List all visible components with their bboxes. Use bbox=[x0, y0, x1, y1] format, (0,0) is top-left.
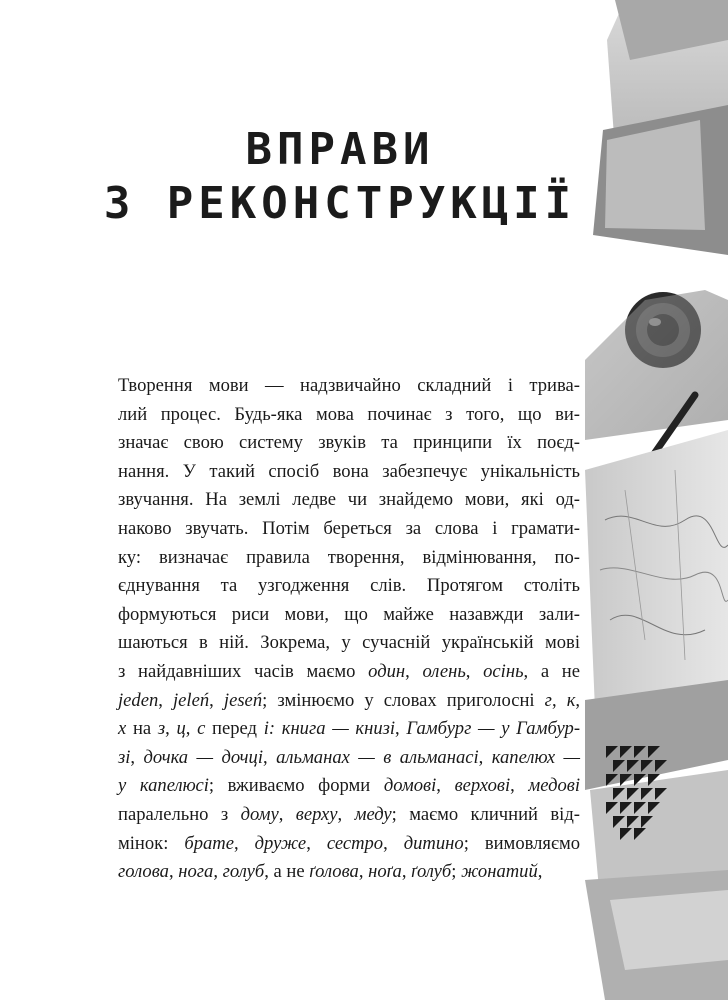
italic-example-word: Гамбург — у Гамбур- bbox=[406, 718, 581, 740]
text-segment: , bbox=[575, 689, 581, 711]
italic-example-word: з bbox=[157, 718, 166, 740]
text-segment: , bbox=[130, 746, 144, 768]
italic-example-word: х bbox=[118, 718, 127, 740]
text-segment: формуються риси мови, що майже назавжди зали- bbox=[118, 603, 580, 625]
italic-example-word: голуб bbox=[222, 861, 265, 883]
text-line bbox=[118, 515, 580, 544]
text-segment: ; маємо кличний від- bbox=[391, 803, 580, 825]
text-segment: з найдавніших часів маємо bbox=[118, 660, 369, 682]
text-segment: , а не bbox=[264, 861, 310, 883]
text-line bbox=[118, 801, 580, 830]
italic-example-word: капелюх — bbox=[491, 746, 581, 768]
italic-example-word: к bbox=[566, 689, 576, 711]
page-title-line-1: ВПРАВИ bbox=[245, 124, 435, 175]
text-segment: , bbox=[478, 746, 492, 768]
italic-example-word: дитино bbox=[403, 832, 464, 854]
text-segment: єднування та узгодження слів. Протягом століть bbox=[118, 575, 580, 597]
text-segment: , bbox=[510, 775, 529, 797]
text-segment: значає свою систему звуків та принципи їх поєд- bbox=[118, 432, 580, 454]
italic-example-word: олень bbox=[422, 660, 466, 682]
text-line bbox=[118, 772, 580, 801]
text-line bbox=[118, 687, 580, 716]
text-segment: на bbox=[126, 718, 158, 740]
italic-example-word: дочка — дочці bbox=[143, 746, 264, 768]
text-segment: , bbox=[306, 832, 327, 854]
text-line bbox=[118, 458, 580, 487]
text-segment: ; вживаємо форми bbox=[208, 775, 384, 797]
text-segment: Творення мови — надзвичайно складний і трива- bbox=[118, 375, 580, 396]
italic-example-word: нога bbox=[178, 861, 214, 883]
text-segment: нання. У такий спосіб вона забезпечує унікальність bbox=[118, 460, 580, 482]
text-segment: , bbox=[551, 689, 567, 711]
italic-example-word: ноґа bbox=[368, 861, 402, 883]
text-segment: шаються в ній. Зокрема, у сучасній українській мові bbox=[118, 632, 580, 654]
text-line bbox=[118, 486, 580, 515]
text-segment: , bbox=[168, 861, 179, 883]
text-line bbox=[118, 372, 580, 401]
text-line bbox=[118, 544, 580, 573]
text-segment: , bbox=[465, 660, 484, 682]
text-line bbox=[118, 601, 580, 630]
text-segment: ; змінюємо у словах приголосні bbox=[262, 689, 545, 711]
italic-example-word: у капелюсі bbox=[118, 775, 209, 797]
italic-example-word: голова bbox=[118, 861, 169, 883]
text-line bbox=[118, 858, 580, 887]
text-segment: паралельно з bbox=[118, 803, 241, 825]
italic-example-word: меду bbox=[354, 803, 392, 825]
text-segment: , bbox=[278, 803, 296, 825]
italic-example-word: jeden bbox=[118, 689, 159, 711]
italic-example-word: медові bbox=[528, 775, 581, 797]
italic-example-word: осінь bbox=[483, 660, 524, 682]
italic-example-word: зі bbox=[118, 746, 131, 768]
text-line bbox=[118, 658, 580, 687]
text-segment: перед bbox=[205, 718, 264, 740]
italic-example-word: один bbox=[368, 660, 406, 682]
italic-example-word: г bbox=[544, 689, 552, 711]
text-line bbox=[118, 429, 580, 458]
text-segment: лий процес. Будь-яка мова починає з того, що ви- bbox=[118, 403, 580, 425]
text-segment: , bbox=[185, 718, 198, 740]
text-segment: , bbox=[395, 718, 407, 740]
page-title-line-2: З РЕКОНСТРУКЦІЇ bbox=[103, 178, 577, 229]
text-line bbox=[118, 830, 580, 859]
text-segment: ку: визначає правила творення, відмінювання, по- bbox=[118, 546, 580, 568]
text-segment: ; bbox=[451, 861, 462, 883]
italic-example-word: друже bbox=[254, 832, 307, 854]
italic-example-word: верхові bbox=[454, 775, 511, 797]
text-segment: , bbox=[383, 832, 404, 854]
italic-example-word: і: книга — книзі bbox=[263, 718, 396, 740]
text-segment: , bbox=[401, 861, 412, 883]
text-segment: , bbox=[405, 660, 423, 682]
italic-example-word: jeseń bbox=[223, 689, 263, 711]
text-line bbox=[118, 744, 580, 773]
text-line bbox=[118, 629, 580, 658]
text-segment: звучання. На землі ледве чи знайдемо мови, які од- bbox=[118, 489, 580, 511]
text-segment: , bbox=[537, 861, 543, 883]
italic-example-word: альманах — в альманасі bbox=[276, 746, 479, 768]
text-segment: наково звучать. Потім береться за слова і грамати- bbox=[118, 517, 580, 539]
text-segment: , bbox=[158, 689, 174, 711]
italic-example-word: дому bbox=[240, 803, 279, 825]
italic-example-word: сестро bbox=[326, 832, 384, 854]
text-segment: , bbox=[337, 803, 355, 825]
triangle-mosaic-icon bbox=[606, 746, 668, 840]
text-segment: , bbox=[213, 861, 223, 883]
text-segment: , bbox=[165, 718, 177, 740]
italic-example-word: с bbox=[197, 718, 206, 740]
italic-example-word: ґолова bbox=[309, 861, 359, 883]
text-line bbox=[118, 715, 580, 744]
text-segment: , bbox=[234, 832, 255, 854]
text-line bbox=[118, 401, 580, 430]
text-segment: , bbox=[358, 861, 369, 883]
italic-example-word: jeleń bbox=[173, 689, 210, 711]
text-segment: , а не bbox=[523, 660, 580, 682]
italic-example-word: ц bbox=[176, 718, 186, 740]
text-segment: , bbox=[436, 775, 455, 797]
text-line bbox=[118, 572, 580, 601]
text-segment: ; вимовляємо bbox=[463, 832, 581, 854]
italic-example-word: верху bbox=[295, 803, 338, 825]
italic-example-word: брате bbox=[184, 832, 234, 854]
italic-example-word: жонатий bbox=[461, 861, 538, 883]
italic-example-word: домові bbox=[383, 775, 437, 797]
text-segment: мінок: bbox=[118, 832, 185, 854]
body-paragraph bbox=[118, 372, 580, 887]
text-segment: , bbox=[263, 746, 277, 768]
text-segment: , bbox=[209, 689, 224, 711]
paper-collage-illustration bbox=[585, 0, 728, 1000]
italic-example-word: ґолуб bbox=[411, 861, 452, 883]
